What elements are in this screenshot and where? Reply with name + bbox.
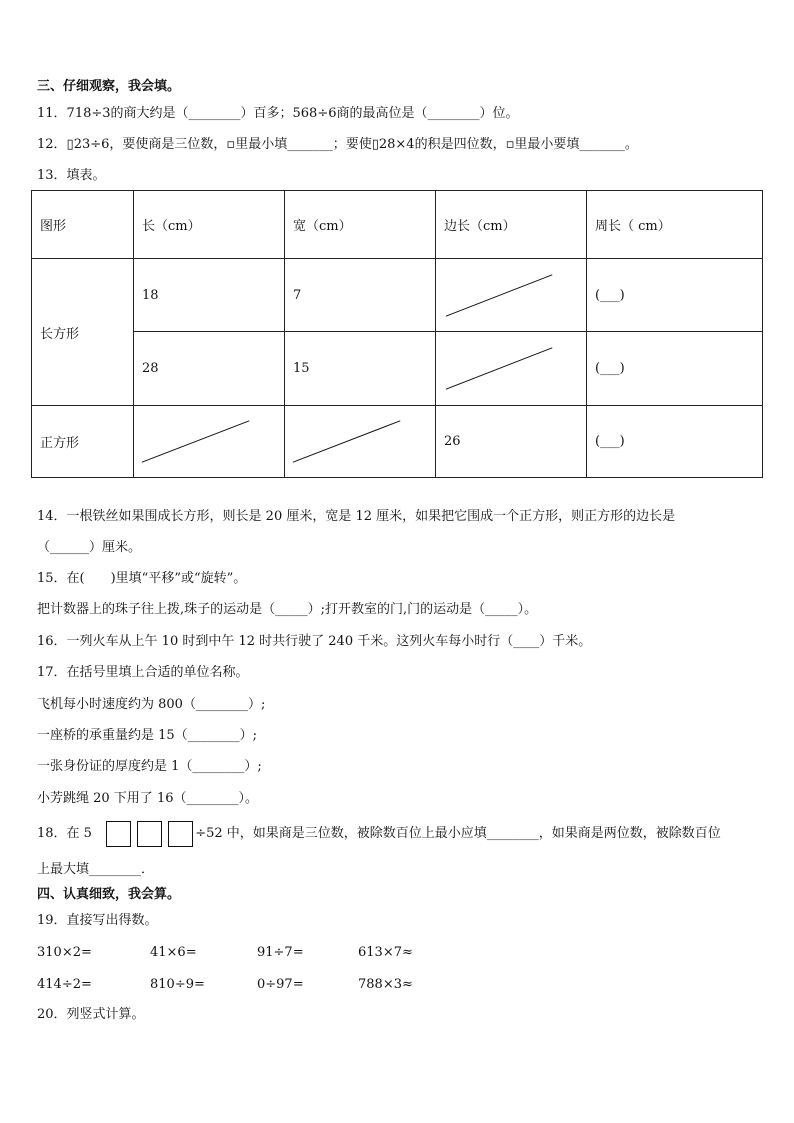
calc-item: 613×7≈ (358, 945, 413, 960)
table-header-width: 宽（cm） (285, 191, 436, 259)
digit-box (168, 821, 193, 847)
answer-blank: (___) (587, 259, 763, 332)
slash-line (134, 406, 284, 477)
slash-line (436, 259, 586, 331)
question-14-line1: 14．一根铁丝如果围成长方形，则长是 20 厘米，宽是 12 厘米，如果把它围成一个正方形，则正方形的边长是 (37, 509, 676, 524)
fill-table (31, 190, 763, 478)
question-18-suffix: ÷52 中，如果商是三位数，被除数百位上最小应填________，如果商是两位数，被除数百位 (195, 826, 721, 841)
calc-item: 41×6= (150, 945, 197, 960)
section3-title: 三、仔细观察，我会填。 (37, 79, 181, 94)
slash-line (285, 406, 435, 477)
question-13: 13．填表。 (37, 168, 106, 183)
slash-cell (436, 259, 587, 332)
table-cell: 7 (285, 259, 436, 332)
calc-item: 788×3≈ (358, 977, 413, 992)
question-20: 20．列竖式计算。 (37, 1007, 145, 1022)
question-19: 19．直接写出得数。 (37, 913, 158, 928)
question-17: 17．在括号里填上合适的单位名称。 (37, 665, 249, 680)
calc-item: 810÷9= (150, 977, 205, 992)
table-cell: 28 (134, 332, 285, 406)
square-label: 正方形 (32, 406, 134, 478)
question-17-item: 小芳跳绳 20 下用了 16（________）。 (37, 791, 258, 806)
table-header-shape: 图形 (32, 191, 134, 259)
slash-cell (436, 332, 587, 406)
calc-item: 0÷97= (257, 977, 304, 992)
question-17-item: 一张身份证的厚度约是 1（________）; (37, 759, 262, 774)
calc-item: 310×2= (37, 945, 92, 960)
question-14-line2: （______）厘米。 (37, 540, 142, 555)
section4-title: 四、认真细致，我会算。 (37, 887, 181, 902)
question-18-prefix: 18．在 5 (37, 826, 92, 841)
table-header-side: 边长（cm） (436, 191, 587, 259)
table-cell: 26 (436, 406, 587, 478)
slash-cell (134, 406, 285, 478)
question-11: 11．718÷3的商大约是（________）百多；568÷6商的最高位是（________）位。 (37, 106, 519, 121)
slash-cell (285, 406, 436, 478)
table-cell: 15 (285, 332, 436, 406)
answer-blank: (___) (587, 406, 763, 478)
table-header-length: 长（cm） (134, 191, 285, 259)
table-header-perimeter: 周长（ cm） (587, 191, 763, 259)
calc-item: 414÷2= (37, 977, 92, 992)
rect-label: 长方形 (32, 259, 134, 406)
question-15-line2: 把计数器上的珠子往上拨,珠子的运动是（_____）;打开教室的门,门的运动是（_____）。 (37, 602, 538, 617)
question-15-line1: 15．在( )里填“平移”或“旋转”。 (37, 571, 247, 586)
answer-blank: (___) (587, 332, 763, 406)
question-17-item: 飞机每小时速度约为 800（________）; (37, 697, 266, 712)
digit-box (106, 821, 131, 847)
digit-box (137, 821, 162, 847)
question-18-line2: 上最大填________． (37, 862, 155, 877)
calc-item: 91÷7= (257, 945, 304, 960)
question-16: 16．一列火车从上午 10 时到中午 12 时共行驶了 240 千米。这列火车每小时行（____）千米。 (37, 634, 592, 649)
table-cell: 18 (134, 259, 285, 332)
question-18-line1 (37, 820, 721, 848)
question-17-item: 一座桥的承重量约是 15（________）; (37, 728, 258, 743)
question-12: 12．▯23÷6，要使商是三位数，▫里最小填_______；要使▯28×4的积是四位数，▫里最小要填_______。 (37, 137, 638, 152)
slash-line (436, 332, 586, 405)
